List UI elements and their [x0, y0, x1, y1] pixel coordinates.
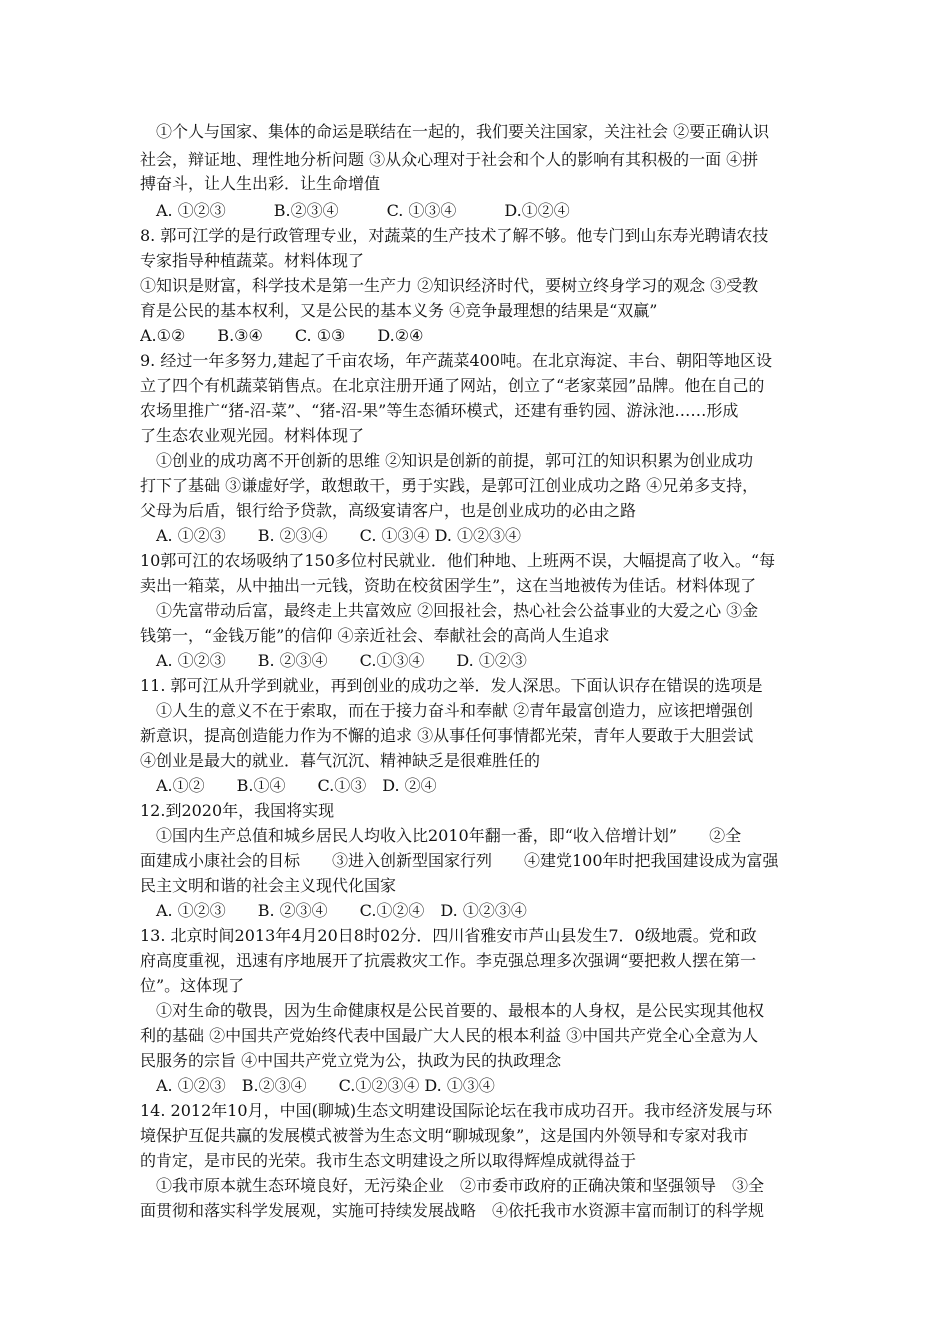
answer-options: A.①② B.①④ C.①③ D. ②④: [140, 776, 437, 795]
answer-options: A. ①②③ B. ②③④ C.①②④ D. ①②③④: [140, 901, 527, 920]
text-line: 搏奋斗，让人生出彩．让生命增值: [140, 174, 381, 193]
question-11: 11. 郭可江从升学到就业，再到创业的成功之举．发人深思。下面认识存在错误的选项是: [140, 676, 763, 695]
text-line: ①人生的意义不在于索取，而在于接力奋斗和奉献 ②青年最富创造力，应该把增强创: [140, 701, 754, 720]
question-13: 13. 北京时间2013年4月20日8时02分．四川省雅安市芦山县发生7．0级地震。党和政: [140, 926, 757, 945]
text-line: 的肯定，是市民的光荣。我市生态文明建设之所以取得辉煌成就得益于: [140, 1151, 637, 1170]
text-line: ①创业的成功离不开创新的思维 ②知识是创新的前提，郭可江的知识积累为创业成功: [140, 451, 754, 470]
text-line: 位”。这体现了: [140, 976, 245, 995]
text-line: 利的基础 ②中国共产党始终代表中国最广大人民的根本利益 ③中国共产党全心全意为人: [140, 1026, 759, 1045]
text-line: 了生态农业观光园。材料体现了: [140, 426, 365, 445]
text-line: 育是公民的基本权利，又是公民的基本义务 ④竞争最理想的结果是“双赢”: [140, 301, 658, 320]
text-line: ④创业是最大的就业．暮气沉沉、精神缺乏是很难胜任的: [140, 751, 541, 770]
answer-options: A. ①②③ B. ②③④ C. ①③④ D. ①②③④: [140, 526, 522, 545]
text-line: 立了四个有机蔬菜销售点。在北京注册开通了网站，创立了“老家菜园”品牌。他在自己的: [140, 376, 765, 395]
text-line: 民服务的宗旨 ④中国共产党立党为公，执政为民的执政理念: [140, 1051, 562, 1070]
text-line: 钱第一，“金钱万能”的信仰 ④亲近社会、奉献社会的高尚人生追求: [140, 626, 610, 645]
text-line: 卖出一箱菜，从中抽出一元钱，资助在校贫困学生”，这在当地被传为佳话。材料体现了: [140, 576, 757, 595]
text-line: ①对生命的敬畏，因为生命健康权是公民首要的、最根本的人身权，是公民实现其他权: [140, 1001, 765, 1020]
text-line: ①个人与国家、集体的命运是联结在一起的，我们要关注国家，关注社会 ②要正确认识: [140, 122, 770, 141]
text-line: ①国内生产总值和城乡居民人均收入比2010年翻一番，即“收入倍增计划” ②全: [140, 826, 742, 845]
text-line: 府高度重视，迅速有序地展开了抗震救灾工作。李克强总理多次强调“要把救人摆在第一: [140, 951, 757, 970]
question-14: 14. 2012年10月，中国(聊城)生态文明建设国际论坛在我市成功召开。我市经济发展与环: [140, 1101, 773, 1120]
text-line: 面贯彻和落实科学发展观，实施可持续发展战略 ④依托我市水资源丰富而制订的科学规: [140, 1201, 765, 1220]
answer-options: A. ①②③ B. ②③④ C.①③④ D. ①②③: [140, 651, 527, 670]
answer-options: A. ①②③ B.②③④ C. ①③④ D.①②④: [140, 201, 570, 220]
text-line: 新意识，提高创造能力作为不懈的追求 ③从事任何事情都光荣，青年人要敢于大胆尝试: [140, 726, 754, 745]
text-line: 打下了基础 ③谦虚好学，敢想敢干，勇于实践，是郭可江创业成功之路 ④兄弟多支持，: [140, 476, 759, 495]
answer-options: A.①② B.③④ C. ①③ D.②④: [140, 326, 424, 345]
text-line: ①知识是财富，科学技术是第一生产力 ②知识经济时代，要树立终身学习的观念 ③受教: [140, 276, 759, 295]
text-line: 境保护互促共赢的发展模式被誉为生态文明“聊城现象”，这是国内外领导和专家对我市: [140, 1126, 749, 1145]
question-9: 9. 经过一年多努力,建起了千亩农场，年产蔬菜400吨。在北京海淀、丰台、朝阳等地区设: [140, 351, 772, 370]
text-line: 父母为后盾，银行给予贷款，高级宴请客户，也是创业成功的必由之路: [140, 501, 637, 520]
text-line: 面建成小康社会的目标 ③进入创新型国家行列 ④建党100年时把我国建设成为富强: [140, 851, 779, 870]
question-8: 8. 郭可江学的是行政管理专业，对蔬菜的生产技术了解不够。他专门到山东寿光聘请农技: [140, 226, 769, 245]
question-10: 10郭可江的农场吸纳了150多位村民就业．他们种地、上班两不误，大幅提高了收入。“每: [140, 551, 776, 570]
answer-options: A. ①②③ B.②③④ C.①②③④ D. ①③④: [140, 1076, 495, 1095]
text-line: 民主文明和谐的社会主义现代化国家: [140, 876, 397, 895]
text-line: 专家指导种植蔬菜。材料体现了: [140, 251, 365, 270]
text-line: ①我市原本就生态环境良好，无污染企业 ②市委市政府的正确决策和坚强领导 ③全: [140, 1176, 765, 1195]
text-line: ①先富带动后富，最终走上共富效应 ②回报社会，热心社会公益事业的大爱之心 ③金: [140, 601, 759, 620]
text-line: 农场里推广“猪-沼-菜”、“猪-沼-果”等生态循环模式，还建有垂钓园、游泳池……形成: [140, 401, 739, 420]
text-line: 社会，辩证地、理性地分析问题 ③从众心理对于社会和个人的影响有其积极的一面 ④拼: [140, 150, 759, 169]
question-12: 12.到2020年，我国将实现: [140, 801, 335, 820]
